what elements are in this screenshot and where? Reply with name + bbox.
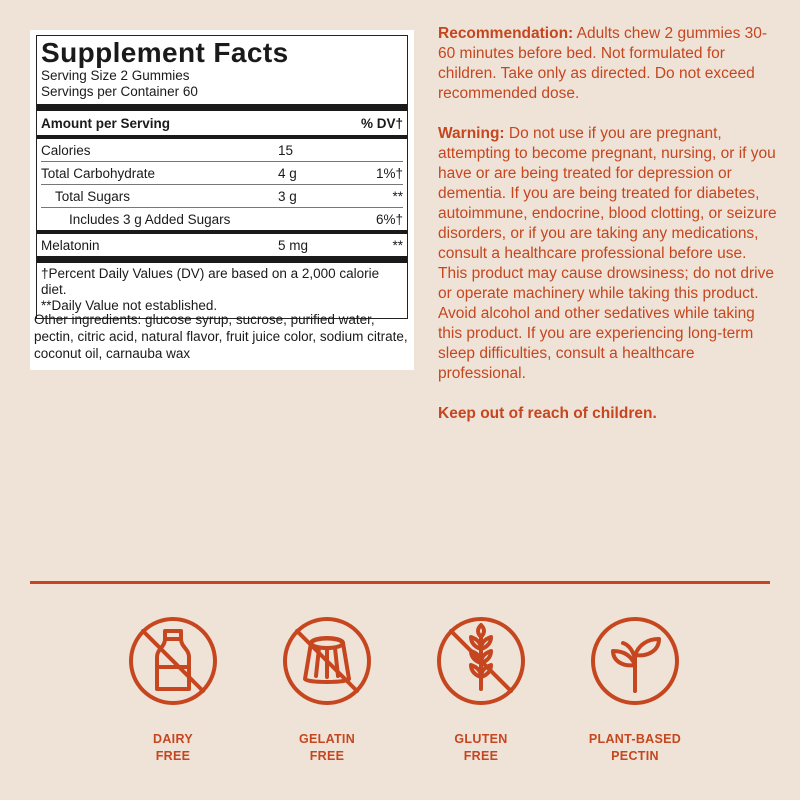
supplement-facts-panel bbox=[30, 30, 414, 370]
nutrient-dv: ** bbox=[392, 237, 403, 253]
servings-per-container: Servings per Container 60 bbox=[41, 84, 198, 99]
badge-gelatin-free bbox=[272, 615, 382, 765]
milk-bottle-crossed-icon bbox=[127, 615, 219, 707]
nutrient-name: Total Carbohydrate bbox=[41, 165, 156, 181]
badge-gluten-free bbox=[426, 615, 536, 765]
nutrient-amount: 3 g bbox=[278, 188, 297, 204]
recommendation-text: Adults chew 2 gummies 30-60 minutes before bed. Not formulated for children. Take only as directed. Do not exceed recommended dose. bbox=[438, 25, 768, 102]
warning-label: Warning: bbox=[438, 125, 505, 142]
other-ingredients: Other ingredients: glucose syrup, sucrose, purified water, pectin, citric acid, natural flavor, fruit juice color, sodium citrate, coconut oil, carnauba wax bbox=[34, 312, 408, 361]
badge-dairy-free bbox=[118, 615, 228, 765]
nutrient-dv: 6%† bbox=[375, 211, 403, 227]
supplement-facts-title: Supplement Facts bbox=[41, 37, 289, 68]
keep-out-notice: Keep out of reach of children. bbox=[438, 405, 657, 422]
nutrient-name: Calories bbox=[41, 142, 91, 158]
facts-footnotes bbox=[37, 263, 407, 318]
table-row bbox=[41, 161, 403, 184]
footnote-dv: †Percent Daily Values (DV) are based on a 2,000 calorie diet. bbox=[41, 266, 380, 297]
nutrient-dv: 1%† bbox=[375, 165, 403, 181]
nutrient-name: Includes 3 g Added Sugars bbox=[69, 211, 231, 227]
nutrient-name: Melatonin bbox=[41, 237, 100, 253]
supplement-facts-table bbox=[36, 35, 408, 319]
directions-column bbox=[438, 24, 778, 444]
nutrient-dv: ** bbox=[392, 188, 403, 204]
gelatin-mold-crossed-icon bbox=[281, 615, 373, 707]
badge-label: PLANT-BASED PECTIN bbox=[588, 732, 682, 763]
table-row bbox=[41, 184, 403, 207]
amount-header-row bbox=[41, 111, 403, 135]
dv-header: % DV† bbox=[360, 115, 403, 131]
table-row bbox=[41, 139, 403, 161]
plant-sprout-icon bbox=[589, 615, 681, 707]
warning-paragraph bbox=[438, 124, 778, 384]
nutrient-amount: 4 g bbox=[278, 165, 297, 181]
recommendation-paragraph bbox=[438, 24, 778, 104]
badge-label: GLUTEN FREE bbox=[454, 732, 508, 763]
table-row bbox=[41, 207, 403, 230]
warning-text: Do not use if you are pregnant, attempting to become pregnant, nursing, or if you have or are being treated for depression or dementia. If you are being treated for diabetes, autoimmune, endocrine, blood clotting, or seizure disorders, or if you are taking any medications, consult a healthcare professional before use. This product may cause drowsiness; do not drive or operate machinery while taking this product. Avoid alcohol and other sedatives while taking this product. If you are experiencing long-term sleep difficulties, consult a healthcare professional. bbox=[438, 125, 777, 382]
table-row bbox=[41, 234, 403, 256]
nutrient-amount: 15 bbox=[278, 142, 294, 158]
footnote-not-established: **Daily Value not established. bbox=[41, 298, 218, 313]
nutrient-amount: 5 mg bbox=[278, 237, 309, 253]
amount-per-serving-header: Amount per Serving bbox=[41, 115, 171, 131]
badge-label: GELATIN FREE bbox=[298, 732, 356, 763]
recommendation-label: Recommendation: bbox=[438, 25, 574, 42]
badge-label: DAIRY FREE bbox=[153, 732, 193, 763]
wheat-crossed-icon bbox=[435, 615, 527, 707]
serving-size: Serving Size 2 Gummies bbox=[41, 68, 190, 83]
section-divider bbox=[30, 581, 770, 584]
nutrient-name: Total Sugars bbox=[55, 188, 131, 204]
badge-plant-based-pectin bbox=[580, 615, 690, 765]
